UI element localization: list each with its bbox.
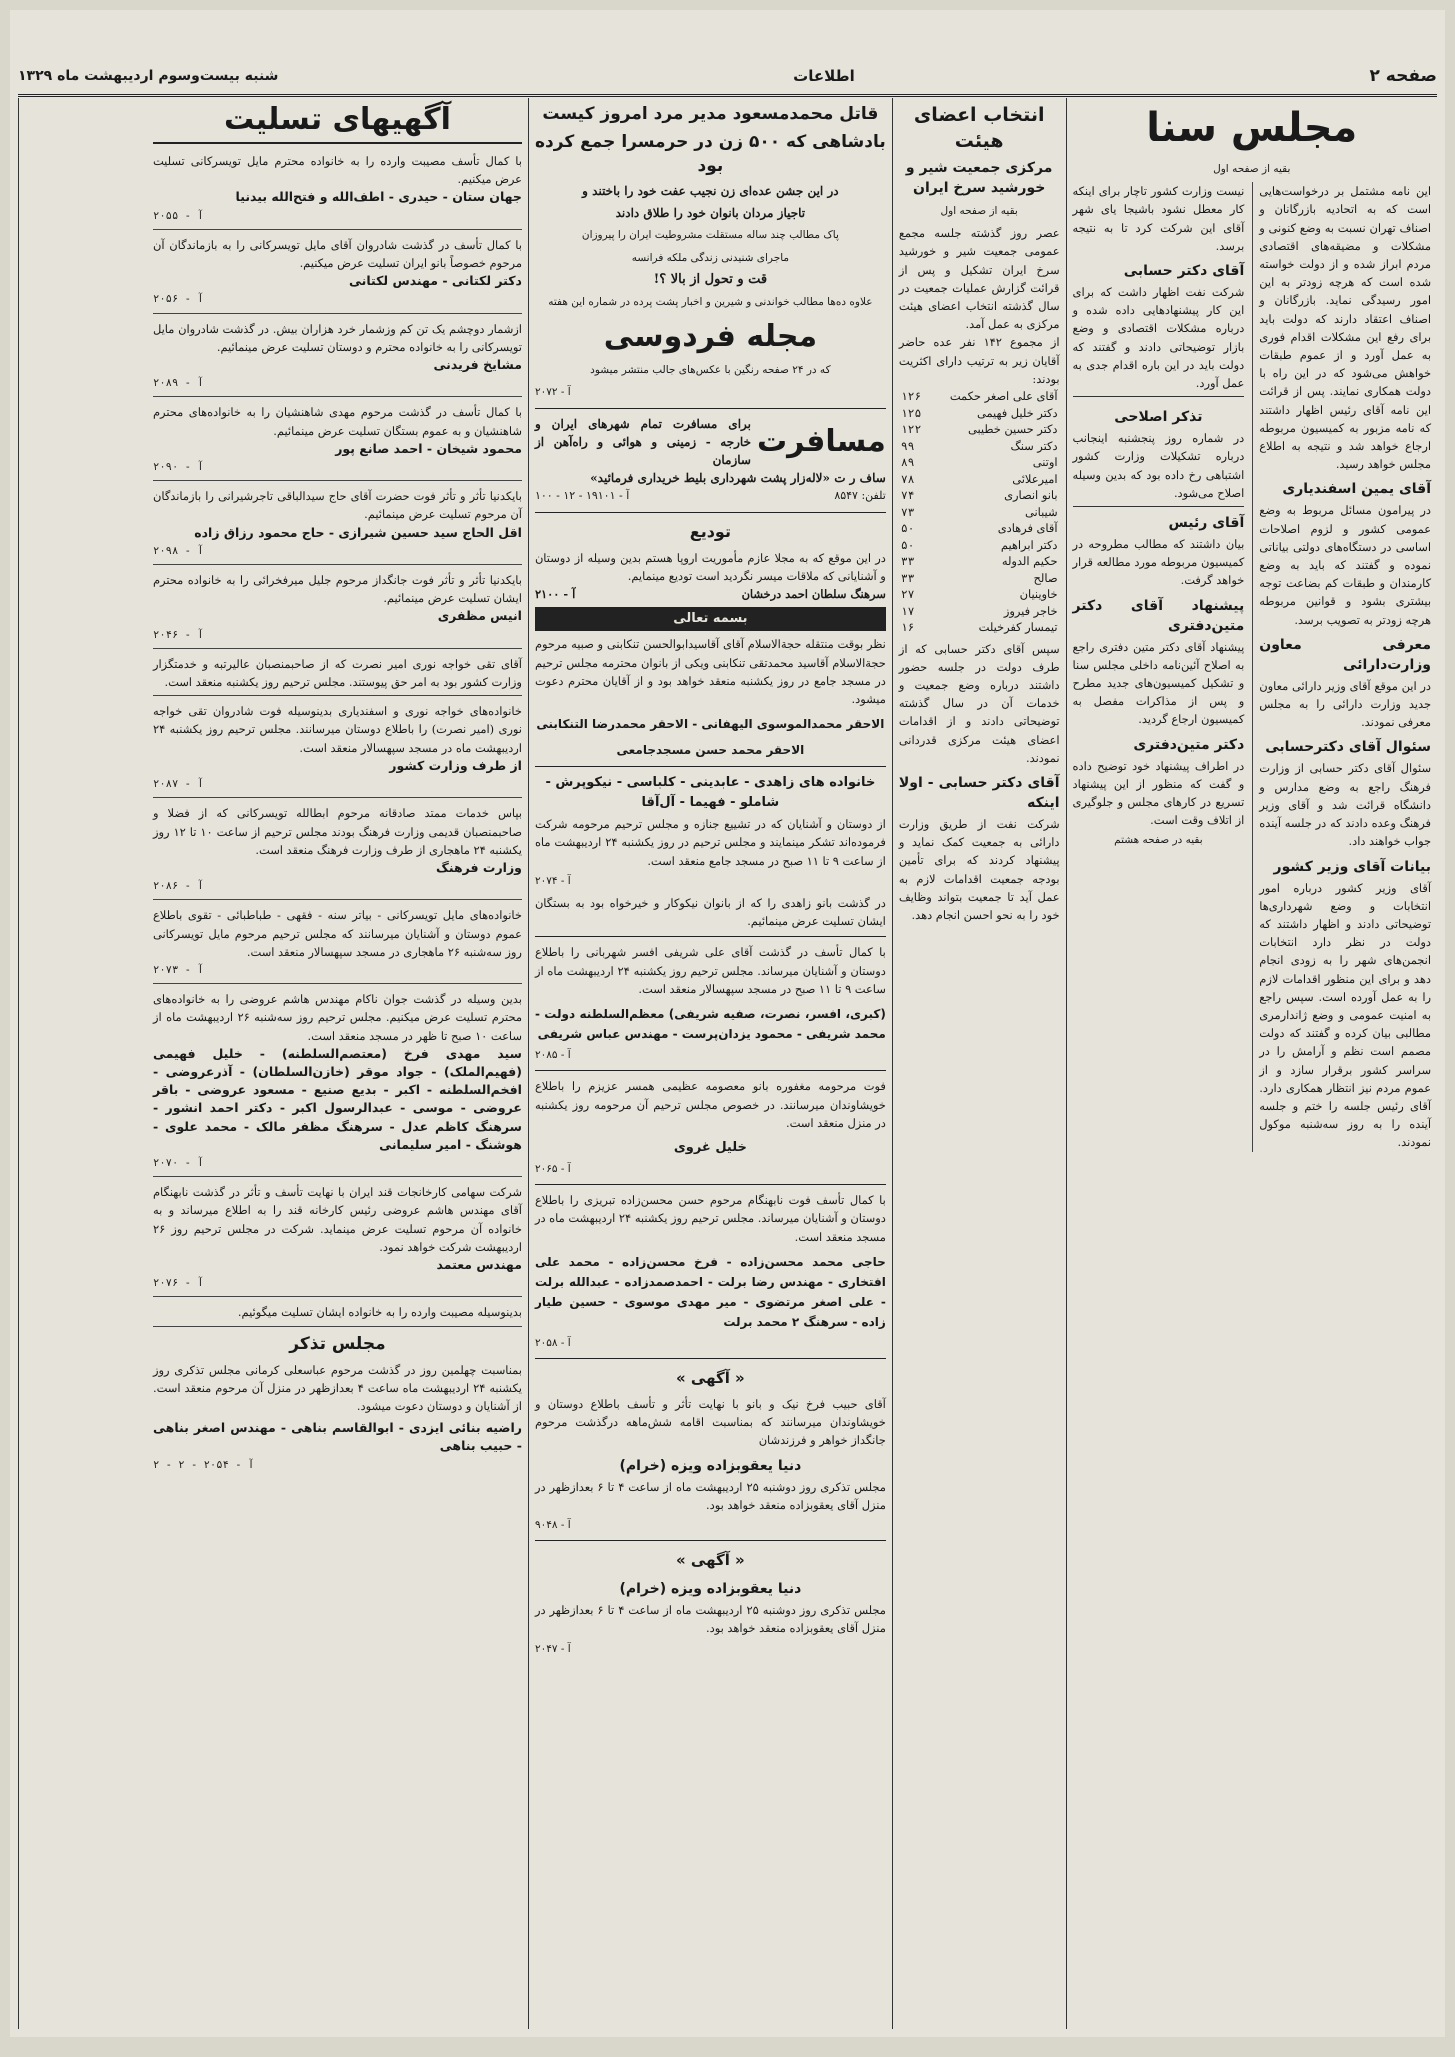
condolence-item: آقای تقی خواجه نوری امیر نصرت که از صاحبمنصبان عالیرتبه و خدمتگزار وزارت کشور بود به امر حق پیوستند. مجلس ترحیم روز یکشنبه منعقد است.	[153, 651, 522, 696]
obituary-code-3: آ - ۲۰۶۵	[534, 1162, 571, 1175]
vote-row: آقای علی اصغر حکمت ۱۲۶	[900, 389, 1058, 404]
obituary-names-4: خلیل غروی	[673, 1139, 747, 1155]
column-condolence	[147, 98, 528, 2029]
notice-code-1: آ - ۹۰۴۸	[534, 1518, 571, 1531]
condolence-item: با کمال تأسف در گذشت شادروان آقای مایل تویسرکانی را به بازماندگان آن مرحوم خصوصاً بانو ایران تسلیت عرض میکنیم. دکتر لکتانی - مهندس لکتانی آ - ۲۰۵۶	[153, 232, 522, 314]
column-election	[892, 98, 1066, 2029]
farewell-text: در این موقع که به مجلا عازم مأموریت اروپا هستم بدین وسیله از دوستان و آشنایانی که ملاقات میسر نگردید است تودیع مینمایم.	[534, 550, 886, 583]
obituary-names-5: حاجی محمد محسن‌زاده - فرخ محسن‌زاده - محمد علی افتخاری - مهندس رضا برلت - احمدصمدزاده - عبدالله برلت - علی اصغر مرتضوی - میر مهدی موسوی - حسین طیار زاده - سرهنگ ۲ محمد برلت	[534, 1254, 886, 1329]
senate-col2-body-3: در شماره روز پنجشنبه اینجانب درباره تشکیلات وزارت کشور اشتباهی رخ داده بود که بدین وسیله اصلاح می‌شود.	[1072, 431, 1245, 500]
issue-date: شنبه بیست‌وسوم اردیبهشت ماه ۱۳۲۹	[18, 68, 279, 84]
travel-ad	[535, 415, 886, 470]
condolence-item: بپاس خدمات ممتد صادقانه مرحوم ابطالله تویسرکانی که از فضلا و صاحبمنصبان قدیمی وزارت فرهنگ بودند مجلس ترحیم از ساعت ۱۰ تا ۱۲ روز یکشنبه ۲۴ ماهجاری از طرف وزارت فرهنگ منعقد است. وزارت فرهنگ آ - ۲۰۸۶	[153, 800, 522, 900]
senate-col2-body-5: پیشنهاد آقای دکتر متین دفتری راجع به اصلاح آئین‌نامه داخلی مجلس سنا و تشکیل کمیسیون‌های جدید مطرح و پس از مذاکرات مفصل به کمیسیون ارجاع گردید.	[1072, 639, 1245, 727]
condolence-item: شرکت سهامی کارخانجات قند ایران با نهایت تأسف و تأثر در گذشت نابهنگام آقای مهندس هاشم عروضی رئیس کارخانه قند را به اطلاع میرساند و به خانواده آن مرحوم تسلیت عرض مینماید. شرکت در مجلس ترحیم روز ۲۶ اردیبهشت شرکت خواهد نمود. مهندس معتمد آ - ۲۰۷۶	[153, 1179, 522, 1297]
obituary-code-2: آ - ۲۰۸۵	[534, 1049, 571, 1062]
senate-continuation: بقیه از صفحه اول	[1213, 163, 1291, 175]
magazine-note: علاوه ده‌ها مطالب خواندنی و شیرین و اخبار پشت پرده در شماره این هفته	[548, 296, 873, 309]
senate-section-4: بیانات آقای وزیر کشور	[1273, 858, 1431, 875]
notice-code-2: آ - ۲۰۴۷	[534, 1642, 571, 1655]
harem-sub-5: قت و تحول از بالا ؟!	[653, 271, 768, 287]
senate-col2-body-6: در اطراف پیشنهاد خود توضیح داده و گفت که منظور از این پیشنهاد تسریع در کارهای مجلس و جلوگیری از اتلاف وقت است.	[1072, 758, 1245, 828]
travel-ad-code: آ - ۱۹۱۰۱ - ۱۲ - ۱۰۰	[534, 489, 630, 503]
harem-sub-4: ماجرای شنیدنی زندگی ملکه فرانسه	[631, 251, 790, 264]
election-continuation: بقیه از صفحه اول	[940, 205, 1018, 217]
senate-col2-section-1: آقای دکتر حسابی	[1123, 263, 1245, 280]
memorial-title: مجلس تذکر	[289, 1333, 386, 1354]
senate-body-3: در این موقع آقای وزیر دارائی معاون جدید وزارت دارائی را به مجلس معرفی نمودند.	[1259, 678, 1431, 730]
vote-row: دکتر سنگ ۹۹	[900, 438, 1058, 453]
senate-col2-body-2: شرکت نفت اظهار داشت که برای این کار پیشنهادهایی داده شده و درباره مشکلات اقتصادی و وضع بازار توضیحاتی دادند و گفتند که دولت باید در این باره اقدام جدی به عمل آورد.	[1072, 285, 1245, 391]
vote-row: خاوینیان ۲۷	[900, 587, 1058, 602]
murder-headline: قاتل محمدمسعود مدیر مرد امروز کیست	[542, 104, 879, 124]
senate-section-1: آقای یمین اسفندیاری	[1282, 481, 1431, 498]
harem-sub-2: تاجیاز مردان بانوان خود را طلاق دادند	[615, 206, 806, 221]
vote-table	[899, 388, 1060, 636]
farewell-ad-code: آ - ۲۱۰۰	[534, 587, 576, 602]
election-body-2: از مجموع ۱۴۲ نفر عده حاضر آقایان زیر به ترتیب دارای اکثریت بودند:	[898, 335, 1060, 386]
obituary-text-5: فوت مرحومه مغفوره بانو معصومه عظیمی همسر عزیزم را باطلاع خویشاوندان میرسانند. در خصوص مجلس ترحیم آن مرحومه روز یکشنبه در منزل منعقد است.	[534, 1079, 886, 1130]
senate-col2-section-3: آقای رئیس	[1168, 515, 1245, 532]
obituary-text-6: با کمال تأسف فوت نابهنگام مرحوم حسن محسن‌زاده تبریزی را باطلاع دوستان و آشنایان میرساند. مجلس ترحیم روز یکشنبه ۲۴ اردیبهشت ماه در مسجد منعقد است.	[534, 1193, 886, 1244]
vote-row: صالح ۳۳	[900, 570, 1058, 585]
condolence-item: خانواده‌های مایل تویسرکانی - بیاتر سنه - فقهی - طباطبائی - تقوی باطلاع عموم دوستان و آشنایان میرسانند که مجلس ترحیم مرحوم مایل تویسرکانی روز سه‌شنبه ۲۶ ماهجاری در مسجد سپهسالار منعقد است. آ - ۲۰۷۳	[153, 902, 522, 984]
election-subtitle: مرکزی جمعیت شیر و خورشید سرخ ایران	[905, 160, 1053, 196]
notice-text-1: آقای حبیب فرخ نیک و بانو با نهایت تأثر و تأسف باطلاع دوستان و خویشاوندان میرسانند که بمناسبت اقامه شش‌ماهه درگذشت مرحوم جانگداز خواهر و فرزندشان	[534, 1396, 886, 1448]
vote-row: دکتر حسین خطیبی ۱۲۲	[900, 422, 1058, 437]
newspaper-page	[10, 10, 1445, 2037]
senate-section-2: معرفی معاون وزارت‌دارائی	[1259, 636, 1431, 673]
obituary-names-1: الاحقر محمدالموسوی الیهفانی - الاحقر محمدرضا التنکابنی	[536, 717, 885, 732]
harem-headline: بادشاهی که ۵۰۰ زن در حرمسرا جمع کرده بود	[535, 132, 886, 176]
memorial-code: آ - ۲۰۵۴ - ۲ - ۲	[153, 1458, 255, 1471]
condolence-item: ازشمار دوچشم یک تن کم وزشمار خرد هزاران بیش. در گذشت شادروان مایل تویسرکانی را به خانواده محترم و دوستان تسلیت عرض مینمائیم. مشایخ فریدنی آ - ۲۰۸۹	[153, 316, 522, 398]
obituary-text-3: در گذشت بانو زاهدی را که از بانوان نیکوکار و خیرخواه بود به بستگان ایشان تسلیت عرض مینمائیم.	[534, 896, 886, 929]
senate-continued-note: بقیه در صفحه هشتم	[1114, 834, 1203, 847]
vote-row: آقای فرهادی ۵۰	[900, 521, 1058, 536]
obituary-names-2: الاحقر محمد حسن مسجدجامعی	[616, 743, 805, 758]
notice-text-1b: مجلس تذکری روز دوشنبه ۲۵ اردیبهشت ماه از ساعت ۴ تا ۶ بعدازظهر در منزل آقای یعقوبزاده منعقد خواهد بود.	[534, 1479, 886, 1512]
memorial-names-block	[153, 1415, 522, 1478]
column-senate-right	[18, 98, 147, 2029]
senate-body-2: در پیرامون مسائل مربوط به وضع عمومی کشور و لزوم اصلاحات اساسی در دستگاه‌های دولتی بیاناتی نموده و گفتند که باید به وضع کارمندان و طبقات کم بضاعت توجه بیشتری بشود و قوانین مربوطه هرچه زودتر به تصویب برسد.	[1259, 503, 1431, 627]
notice-title-1: « آگهی »	[675, 1368, 745, 1387]
obituary-families: خانواده های زاهدی - عابدینی - کلباسی - نیکوپرش - شاملو - فهیما - آل‌آقا	[545, 775, 876, 811]
vote-row: امیرعلائی ۷۸	[900, 471, 1058, 486]
senate-body-4: سئوال آقای دکتر حسابی از وزارت فرهنگ راجع به وضع مدارس و دانشگاه قرائت شد و آقای وزیر فرهنگ وعده دادند که در جلسه آینده جواب خواهند داد.	[1259, 761, 1431, 849]
travel-agency: ساف ر ت «لاله‌زار پشت شهرداری بلیط خریداری فرمائید»	[590, 471, 886, 486]
condolence-title: آگهیهای تسلیت	[153, 98, 522, 144]
harem-sub-1: در این جشن عده‌ای زن نجیب عفت خود را باختند و	[582, 184, 839, 198]
election-title: انتخاب اعضای هیئت	[913, 104, 1045, 152]
column-senate	[1066, 98, 1437, 2029]
obituary-code-1: آ - ۲۰۷۴	[534, 874, 571, 887]
senate-body-5: آقای وزیر کشور درباره امور انتخابات و وضع شهرداری‌ها توضیحاتی دادند و اظهار داشتند که دولت در نظر دارد انتخابات انجمن‌های شهر را به زودی انجام دهد و برای این منظور اقدامات لازم را به عمل آورده است. سپس راجع به امنیت عمومی و وضع ژاندارمری مطالبی بیان کرده و گفتند که دولت مصمم است نظم و آرامش را در سراسر کشور برقرار سازد و از عموم مردم نیز انتظار همکاری دارد. آقای رئیس جلسه را ختم و جلسه آینده را به روز سه‌شنبه موکول نمودند.	[1259, 880, 1431, 1150]
condolence-item: بدینوسیله مصیبت وارده را به خانواده ایشان تسلیت میگوئیم.	[153, 1299, 522, 1326]
election-body-4: شرکت نفت از طریق وزارت دارائی به جمعیت کمک نماید و پیشنهاد کردند که برای تأمین بودجه جمعیت اقدامات لازم به عمل آید تا جمعیت بتواند وظایف خود را به نحو احسن انجام دهد.	[898, 816, 1060, 922]
obituary-text-2: از دوستان و آشنایان که در تشییع جنازه و مجلس ترحیم مرحومه شرکت فرموده‌اند تشکر مینمایند و مجلس ترحیم در روز یکشنبه ۲۴ اردیبهشت ماه از ساعت ۹ تا ۱۱ صبح در مسجد جامع منعقد است.	[534, 817, 886, 868]
columns	[18, 98, 1437, 2029]
notice-name-2: دنیا یعقوبزاده ویزه (خرام)	[619, 1581, 802, 1598]
election-body-1: عصر روز گذشته جلسه مجمع عمومی جمعیت شیر و خورشید سرخ ایران تشکیل و پس از قرائت گزارش عملیات جمعیت در سال گذشته انتخاب اعضای هیئت مرکزی به عمل آمد.	[898, 226, 1060, 332]
farewell-signature: سرهنگ سلطان احمد درخشان	[741, 587, 886, 602]
column-middle	[528, 98, 892, 2029]
obituary-code-4: آ - ۲۰۵۸	[534, 1336, 571, 1349]
election-section-1: آقای دکتر حسابی - اولا اینکه	[898, 774, 1060, 811]
memorial-text: بمناسبت چهلمین روز در گذشت مرحوم عباسعلی کرمانی مجلس تذکری روز یکشنبه ۲۴ اردیبهشت ماه ساعت ۴ بعدازظهر در منزل آن مرحوم منعقد است. از آشنایان و دوستان دعوت میشود.	[153, 1362, 522, 1413]
election-body-3: سپس آقای دکتر حسابی که از طرف دولت در جلسه حضور داشتند درباره وضع جمعیت و خدمات آن در سال گذشته توضیحاتی دادند و از اقدامات اعضای هیئت مرکزی قدردانی نمودند.	[898, 641, 1060, 765]
senate-col2-body-1: نیست وزارت کشور تاچار برای اینکه کار معطل نشود باشیجا یای شهر آقای این شرکت کرد تا به نتیجه برسد.	[1072, 184, 1245, 253]
senate-title: مجلس سنا	[1146, 105, 1358, 151]
condolence-item: بایکدنیا تأثر و تأثر فوت حضرت آقای حاج سیدالباقی تاجرشیرانی را بازماندگان آن مرحوم تسلیت عرض مینمائیم. اقل الحاج سید حسین شیرازی - حاج محمود رزاق زاده آ - ۲۰۹۸	[153, 483, 522, 565]
travel-phone: تلفن: ۸۵۴۷	[834, 489, 886, 503]
page-header	[18, 58, 1437, 97]
senate-col2-body-4: بیان داشتند که مطالب مطروحه در کمیسیون مربوطه مورد مطالعه قرار خواهد گرفت.	[1072, 537, 1245, 588]
memorial-names: راضیه بنائی ایزدی - ابوالقاسم بناهی - مهندس اصغر بناهی - حبیب بناهی	[153, 1420, 522, 1454]
vote-row: خاجر فیروز ۱۷	[900, 603, 1058, 618]
vote-row: بانو انصاری ۷۴	[900, 488, 1058, 503]
condolence-item: با کمال تأسف مصیبت وارده را به خانواده محترم مایل تویسرکانی تسلیت عرض میکنیم. جهان ستان - حیدری - اطف‌الله و فتح‌الله بیدنیا آ - ۲۰۵۵	[153, 148, 522, 230]
vote-row: شیبانی ۷۳	[900, 504, 1058, 519]
farewell-title: تودیع	[689, 521, 731, 541]
senate-col2-section-2: تذکر اصلاحی	[1114, 409, 1203, 426]
notice-title-2: « آگهی »	[675, 1551, 745, 1570]
magazine-ad-code: آ - ۲۰۷۲	[534, 386, 571, 399]
travel-title: مسافرت	[756, 423, 886, 459]
obituary-bar: بسمه تعالی	[535, 607, 886, 631]
newspaper-name: اطلاعات	[793, 67, 855, 85]
senate-col2-section-5: دکتر متین‌دفتری	[1133, 736, 1245, 753]
obituary-text-1: نظر بوقت منتقله حجة‌الاسلام آقای آقاسیدابوالحسن تنکابنی و صبیه مرحوم حجة‌الاسلام آقاسید محمدتقی تنکابنی ویکی از بانوان محترمه مجلس ترحیم در مسجد جامع در روز یکشنبه منعقد خواهد بود و از آقایان محترم دعوت میشود.	[534, 637, 886, 707]
harem-sub-3: پاک مطالب چند ساله مستقلت مشروطیت ایران را پیروزان	[581, 229, 839, 242]
condolence-item: خانواده‌های خواجه نوری و اسفندیاری بدینوسیله فوت شادروان تقی خواجه نوری (امیر نصرت) را باطلاع دوستان میرسانند. مجلس ترحیم روز یکشنبه ۲۴ اردیبهشت ماه در مسجد سپهسالار منعقد است. از طرف وزارت کشور آ - ۲۰۸۷	[153, 698, 522, 798]
condolence-item: با کمال تأسف در گذشت مرحوم مهدی شاهنشیان را به خانواده‌های محترم شاهنشیان و به عموم بستگان تسلیت عرض مینمائیم. محمود شیخان - احمد صانع پور آ - ۲۰۹۰	[153, 399, 522, 481]
vote-row: اوتنی ۸۹	[900, 455, 1058, 470]
notice-name-1: دنیا یعقوبزاده ویزه (خرام)	[619, 1457, 802, 1474]
magazine-pages: که در ۲۴ صفحه رنگین با عکس‌های جالب منتشر میشود	[590, 364, 831, 377]
condolence-item: بایکدنیا تأثر و تأثر فوت جانگداز مرحوم جلیل میرفخرائی را به خانواده محترم ایشان تسلیت عرض مینمائیم. انیس مظفری آ - ۲۰۴۶	[153, 567, 522, 649]
senate-body-1: این نامه مشتمل بر درخواست‌هایی است که به اتحادیه بازرگانان و اصناف تهران نسبت به وضع کنونی و مشکلات و مضیقه‌های اقتصادی مردم ابراز شده و از دولت خواسته شده است که هرچه زودتر به این امور رسیدگی نماید. بازرگانان و اصناف اعتقاد دارند که دولت باید برای رفع این مشکلات اقدام فوری به عمل آورد و از عموم طبقات خواهش می‌شود که در این راه با دولت همکاری نمایند. پس از قرائت این نامه آقای رئیس اظهار داشتند که نامه مزبور به کمیسیون مربوطه ارجاع خواهد شد و نتیجه به اطلاع مجلس خواهد رسید.	[1259, 184, 1431, 472]
vote-row: حکیم الدوله ۳۳	[900, 554, 1058, 569]
travel-text: برای مسافرت تمام شهرهای ایران و خارجه - زمینی و هوائی و راه‌آهن از سازمان	[534, 416, 751, 468]
senate-section-3: سئوال آقای دکترحسابی	[1265, 739, 1431, 756]
notice-text-2: مجلس تذکری روز دوشنبه ۲۵ اردیبهشت ماه از ساعت ۴ تا ۶ بعدازظهر در منزل آقای یعقوبزاده منعقد خواهد بود.	[534, 1603, 886, 1636]
obituary-text-4: با کمال تأسف در گذشت آقای علی شریفی افسر شهربانی را باطلاع دوستان و آشنایان میرساند. مجلس ترحیم روز یکشنبه ۲۴ اردیبهشت ماه از ساعت ۹ تا ۱۱ صبح در مسجد سپهسالار منعقد است.	[534, 945, 886, 996]
magazine-title: مجله فردوسی	[603, 319, 818, 355]
obituary-names-3: (کبری، افسر، نصرت، صفیه شریفی) معظم‌السلطنه دولت - محمد شریفی - محمود یزدان‌پرست - مهندس عباس شریفی	[534, 1007, 886, 1042]
senate-col2-section-4: پیشنهاد آقای دکتر متین‌دفتری	[1072, 597, 1245, 634]
condolence-item: بدین وسیله در گذشت جوان ناکام مهندس هاشم عروضی را به خانواده‌های محترم تسلیت عرض میکنیم. مجلس ترحیم روز سه‌شنبه ۲۶ اردیبهشت ماه از ساعت ۱۰ صبح تا ظهر در مسجد منعقد است. سید مهدی فرخ (معتصم‌السلطنه) - خلیل فهیمی (فهیم‌الملک) - جواد موقر (خازن‌السلطان) - آذرعروضی - افخم‌السلطنه - اکبر - بدیع صنیع - مسعود عروضی - باقر عروضی - موسی - عبدالرسول اکبر - دکتر احمد انشور - سرهنگ کاظم عدل - سرهنگ مظفر مالک - محمد علوی - هوشنگ - امیر سلیمانی آ - ۲۰۷۰	[153, 986, 522, 1177]
vote-row: تیمسار کفرخیلت ۱۶	[900, 620, 1058, 635]
page-number: صفحه ۲	[1369, 66, 1437, 86]
vote-row: دکتر خلیل فهیمی ۱۲۵	[900, 405, 1058, 420]
vote-row: دکتر ابراهیم ۵۰	[900, 537, 1058, 552]
